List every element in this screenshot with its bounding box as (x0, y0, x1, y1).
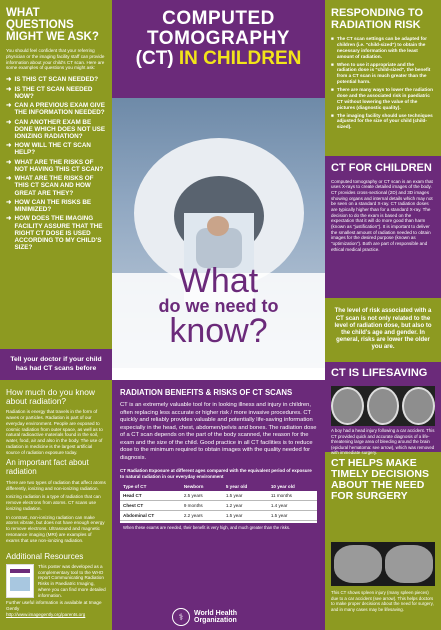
table-cell: Abdominal CT (120, 511, 181, 521)
arrow-right-icon: ➜ (6, 85, 12, 93)
bullet-text: The imaging facility should use techniques adjusted for the size of your child (child-sized). (336, 112, 433, 130)
responding-bullets (331, 36, 435, 130)
arrow-right-icon: ➜ (6, 142, 12, 150)
question-text: CAN A PREVIOUS EXAM GIVE THE INFORMATION NEEDED? (14, 102, 105, 117)
table-cell: 1.4 year (268, 501, 317, 511)
ct-for-children-body: Computed tomography or CT scan is an exam that uses X-rays to create detailed images of the body. CT provides cross-sectional (2D) and 3D images showing organs and internal details which may not be seen on a standard X-ray. CT radiation doses are typically higher than for a standard X-ray. The decision to do the exam is based on the expectation that it will do more good than harm (known as "justification"). It is important to deliver the smallest amount of radiation needed to obtain images for the desired purpose (known as "optimization"). Both are part of responsible and ethical medical practice. (331, 178, 433, 252)
table-caption: CT Radiation Exposure at different ages compared with the equivalent period of exposure to natural radiation in our everyday environment (120, 468, 312, 479)
responding-bullet (331, 62, 435, 86)
resources-text: This poster was developed as a complementary tool to the WHO report Communicating Radiation Risks in Paediatric Imaging, where you can find more detailed information. (38, 564, 106, 598)
table-cell: 9 months (181, 501, 223, 511)
tell-doctor-box (0, 349, 112, 380)
image-gently-link[interactable]: http://www.imagegently.org/parents.org (6, 611, 86, 617)
radiation-fact-heading: An important fact about radiation (6, 458, 89, 477)
radiation-heading: How much do you know about radiation? (6, 387, 95, 407)
responding-bullet (331, 36, 435, 60)
arrow-right-icon: ➜ (6, 76, 12, 84)
table-cell: 1.5 year (223, 491, 268, 501)
title-banner (112, 0, 325, 98)
center-column (112, 0, 325, 630)
question-text: IS THIS CT SCAN NEEDED? (14, 76, 99, 84)
arrow-right-icon: ➜ (6, 215, 12, 223)
question-text: WHAT ARE THE RISKS OF NOT HAVING THIS CT SCAN? (14, 158, 104, 173)
bullet-text: The CT scan settings can be adapted for children (i.e. "child-sized") to obtain the necessary information with the least amount of radiation. (336, 36, 427, 59)
arrow-right-icon: ➜ (6, 118, 12, 126)
radiation-body: Radiation is energy that travels in the form of waves or particles. Radiation is part of our everyday environment. People are exposed to cosmic radiation from outer space, as well as to natural radioactive materials found in the soil, water, food, air and also in the body. The use of radiation in medicine is the largest artificial source of radiation exposure today. (6, 409, 103, 455)
bullet-text: There are many ways to lower the radiation dose and the associated risk in paediatric CT without lowering the value of the pictures (diagnostic quality). (336, 87, 433, 110)
question-text: CAN ANOTHER EXAM BE DONE WHICH DOES NOT USE IONIZING RADIATION? (14, 118, 106, 140)
who-logo-icon: ⚕ (172, 608, 190, 626)
arrow-right-icon: ➜ (6, 198, 12, 206)
ct-for-children-box (325, 156, 441, 298)
title-line-2: TOMOGRAPHY (147, 27, 290, 49)
responding-bullet (331, 87, 435, 111)
table-cell: 1.2 year (223, 501, 268, 511)
report-cover-image (6, 564, 34, 598)
questions-intro: You should feel confident that your referring physician or the imaging facility staff can provide information about your child's CT scan. Here are some examples of questions you might ask: (6, 48, 105, 71)
table-cell: 2.5 years (181, 491, 223, 501)
table-header-cell: 5 year old (223, 482, 268, 491)
question-item (6, 215, 107, 251)
table-header-cell: Newborn (181, 482, 223, 491)
question-text: HOW WILL THE CT SCAN HELP? (14, 142, 91, 157)
question-item (6, 76, 107, 83)
table-cell: 1.5 year (268, 511, 317, 521)
arrow-right-icon: ➜ (6, 158, 12, 166)
arrow-right-icon: ➜ (6, 175, 12, 183)
question-text: HOW DOES THE IMAGING FACILITY ASSURE THAT THE RIGHT CT DOSE IS USED ACCORDING TO MY CHILD'S SIZE? (14, 215, 103, 252)
what-heading: What (178, 262, 259, 300)
head-ct-image (331, 386, 435, 426)
question-item (6, 119, 107, 141)
fact-1: There are two types of radiation that affect atoms differently, ionizing and non-ionizing radiation. (6, 479, 106, 491)
table-row (120, 491, 317, 501)
bullet-icon: ■ (331, 112, 334, 118)
spleen-ct-image (331, 542, 435, 586)
questions-list (6, 76, 107, 251)
question-text: HOW CAN THE RISKS BE MINIMIZED? (14, 198, 92, 214)
tell-doctor-text: Tell your doctor if your child has had CT scans before (10, 356, 102, 372)
table-cell: Chest CT (120, 501, 181, 511)
resources-heading: Additional Resources (6, 552, 84, 561)
table-row (120, 511, 317, 521)
table-row (120, 501, 317, 511)
question-item (6, 86, 107, 100)
table-header-cell: 10 year old (268, 482, 317, 491)
who-name-line-1: World Health (194, 609, 238, 617)
table-cell: 1.5 year (223, 511, 268, 521)
arrow-right-icon: ➜ (6, 102, 12, 110)
question-item (6, 142, 107, 156)
table-cell: 2.2 years (181, 511, 223, 521)
responding-heading: RESPONDING TO RADIATION RISK (331, 7, 424, 31)
know-heading: know? (169, 312, 268, 351)
who-name-line-2: Organization (194, 617, 237, 624)
bullet-icon: ■ (331, 36, 334, 42)
benefits-risks-heading: RADIATION BENEFITS & RISKS OF CT SCANS (120, 388, 293, 397)
lifesaving-heading: CT IS LIFESAVING (331, 367, 428, 379)
question-item (6, 199, 107, 213)
fact-2: Ionizing radiation is a type of radiation that can remove electrons from atoms. CT scans use ionizing radiation. (6, 494, 101, 511)
do-we-need-to: do we need to (158, 296, 279, 317)
bullet-text: When to use it appropriate and the radiation dose is "child-sized", the benefit from a CT scan is much greater than the potential harm. (336, 61, 431, 85)
risk-box-text: The level of risk associated with a CT scan is not only related to the level of radiation dose, but also to the child's age and gender. In general, risks are lower the older you are. (334, 308, 432, 351)
exposure-table (120, 482, 317, 521)
responding-bullet (331, 113, 435, 131)
question-item (6, 159, 107, 173)
title-in-children: IN CHILDREN (178, 47, 302, 69)
fact-3: In contrast, non-ionizing radiation can make atoms vibrate, but does not have enough energy to remove electrons. Ultrasound and magnetic resonance imaging (MRI) are examples of exams that use non-ionizing radiation. (6, 514, 105, 543)
question-item (6, 102, 107, 116)
table-header-cell: Type of CT (120, 482, 181, 491)
bullet-icon: ■ (331, 87, 334, 93)
table-cell: 11 months (268, 491, 317, 501)
ct-for-children-heading: CT FOR CHILDREN (331, 162, 432, 174)
table-footer: When these exams are needed, their benefit is very high, and much greater than the risks. (120, 521, 317, 532)
resources-text-2: Further useful information is available at Image Gently (6, 600, 102, 612)
questions-heading: WHAT QUESTIONS MIGHT WE ASK? (6, 7, 99, 44)
risk-box (331, 301, 435, 359)
left-column (0, 0, 112, 630)
benefits-risks-body: CT is an extremely valuable tool for in looking illness and injury in children, often replacing less accurate or higher risk / more invasive procedures. CT quickly and reliably provides valuable and potentially life-saving information especially in the head, chest, abdomen/pelvis and bones. The radiation dose of a CT scan depends on the part of the body scanned, the reason for the exam and the size of the child. Good practice in all CT facilities is to reduce dose to the minimum required to obtain images with the quality needed for diagnosis. (120, 402, 317, 461)
table-cell: Head CT (120, 491, 181, 501)
title-ct: (CT) (135, 47, 174, 69)
title-line-1: COMPUTED (162, 8, 275, 29)
question-text: WHAT ARE THE RISKS OF THIS CT SCAN AND HOW GREAT ARE THEY? (14, 175, 94, 197)
lifesaving-body: A boy had a head injury following a car accident. This CT provided quick and accurate diagnosis of a life-threatening large area of bleeding around the brain (epidural hematoma: see arrow), which was removed with immediate surgery. (331, 428, 435, 455)
question-text: IS THE CT SCAN NEEDED NOW? (14, 85, 93, 100)
right-column (325, 0, 441, 630)
question-item (6, 175, 107, 197)
timely-decisions-heading: CT HELPS MAKE TIMELY DECISIONS ABOUT THE NEED FOR SURGERY (331, 457, 430, 503)
bullet-icon: ■ (331, 61, 334, 67)
timely-decisions-body: This CT shows spleen injury (many spleen pieces) due to a car accident (see arrow). This helps doctors to make proper decisions about the need for surgery, and in many cases may be lifesaving. (331, 590, 434, 612)
